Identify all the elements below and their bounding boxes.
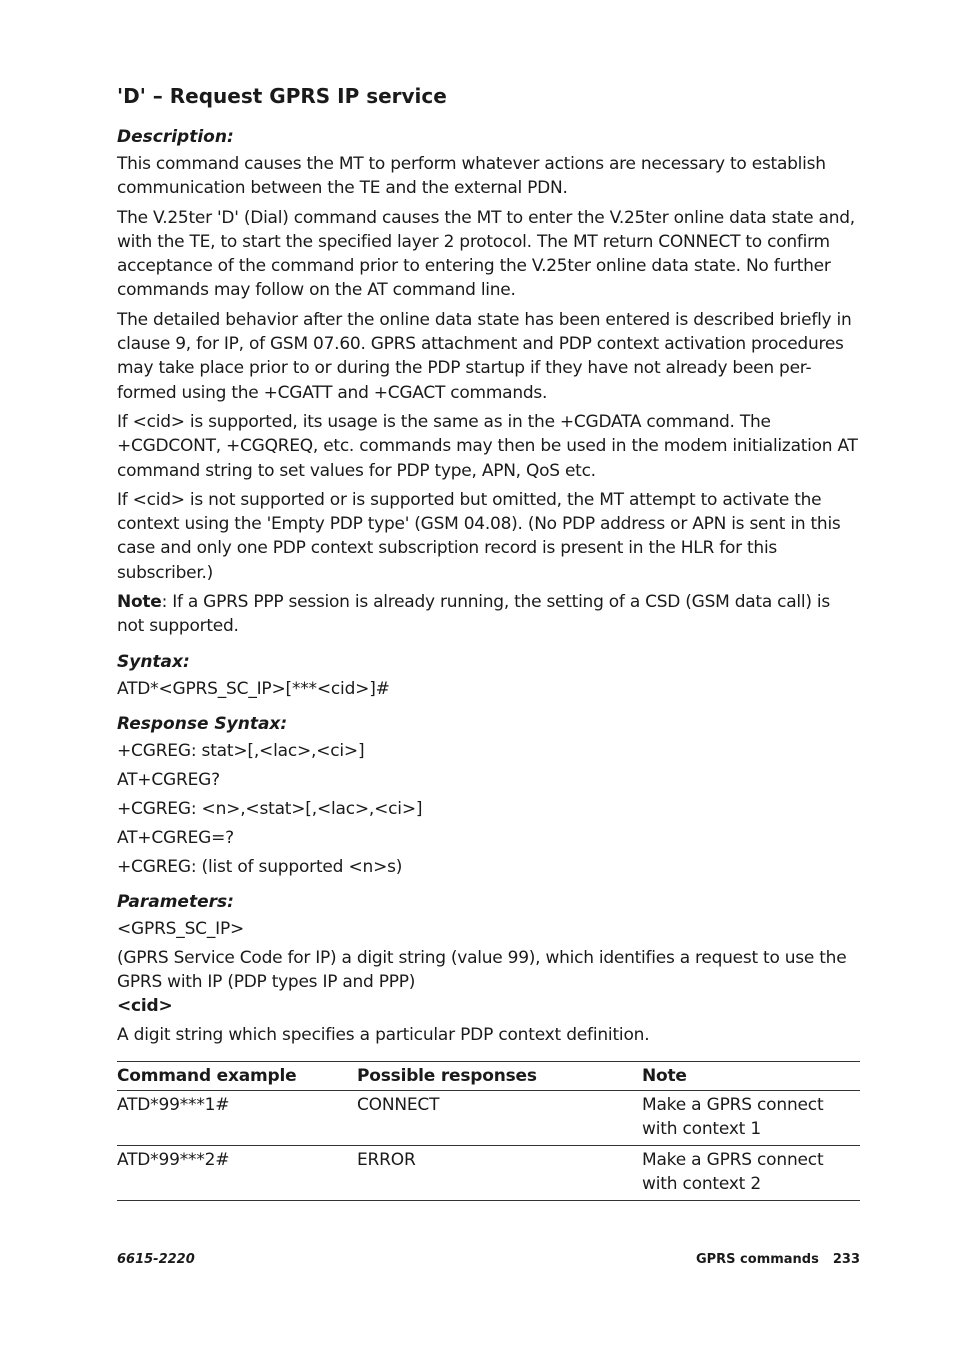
table-header-row	[117, 1062, 860, 1091]
syntax-line: ATD*<GPRS_SC_IP>[***<cid>]#	[117, 678, 390, 699]
parameter-cid-desc: A digit string which specifies a particular PDP context definition.	[117, 1025, 650, 1046]
footer-right	[696, 1252, 860, 1267]
response-line-4: AT+CGREG=?	[117, 827, 234, 848]
syntax-label: Syntax:	[117, 651, 190, 672]
note-text: : If a GPRS PPP session is already running, the setting of a CSD (GSM data call) is not supported.	[117, 592, 830, 637]
response-line-3: +CGREG: <n>,<stat>[,<lac>,<ci>]	[117, 798, 423, 819]
table-header-responses: Possible responses	[357, 1062, 642, 1091]
parameter-gprs-sc-ip-desc: (GPRS Service Code for IP) a digit string (value 99), which identifies a request to use the GPRS with IP (PDP types IP and PPP)	[117, 947, 847, 992]
description-paragraph-2: The V.25ter 'D' (Dial) command causes the MT to enter the V.25ter online data state and, with the TE, to start the specified layer 2 protocol. The MT return CONNECT to confirm acceptance of the command prior to entering the V.25ter online data state. No further commands may follow on the AT command line.	[117, 207, 855, 301]
table-row	[117, 1091, 860, 1146]
description-paragraph-3: The detailed behavior after the online data state has been entered is described briefly in clause 9, for IP, of GSM 07.60. GPRS attachment and PDP context activation procedures may take place prior to or during the PDP startup if they have not already been per-formed using the +CGATT and +CGACT commands.	[117, 309, 852, 403]
section-heading: 'D' – Request GPRS IP service	[117, 84, 447, 108]
table-header-command: Command example	[117, 1062, 357, 1091]
table-cell-command: ATD*99***1#	[117, 1091, 357, 1146]
parameter-gprs-sc-ip-name: <GPRS_SC_IP>	[117, 918, 245, 939]
note-paragraph	[117, 590, 860, 639]
table-cell-command: ATD*99***2#	[117, 1146, 357, 1201]
table-row	[117, 1146, 860, 1201]
table-cell-response: CONNECT	[357, 1091, 642, 1146]
response-line-2: AT+CGREG?	[117, 769, 220, 790]
description-paragraph-1: This command causes the MT to perform whatever actions are necessary to establish communication between the TE and the external PDN.	[117, 154, 826, 199]
table-header-note: Note	[642, 1062, 860, 1091]
parameters-label: Parameters:	[117, 891, 234, 912]
table-cell-note: Make a GPRS connect with context 2	[642, 1146, 860, 1201]
footer-doc-number: 6615-2220	[117, 1252, 195, 1267]
description-paragraph-4: If <cid> is supported, its usage is the same as in the +CGDATA command. The +CGDCONT, +CGQREQ, etc. commands may then be used in the modem initialization AT command string to set values for PDP type, APN, QoS etc.	[117, 411, 858, 481]
response-line-5: +CGREG: (list of supported <n>s)	[117, 856, 403, 877]
response-syntax-label: Response Syntax:	[117, 713, 288, 734]
response-line-1: +CGREG: stat>[,<lac>,<ci>]	[117, 740, 365, 761]
note-label: Note	[117, 592, 162, 613]
table-cell-note: Make a GPRS connect with context 1	[642, 1091, 860, 1146]
document-page	[117, 80, 860, 1201]
parameter-cid-name: <cid>	[117, 996, 173, 1017]
table-cell-response: ERROR	[357, 1146, 642, 1201]
description-label: Description:	[117, 127, 234, 147]
command-example-table	[117, 1061, 860, 1201]
description-paragraph-5: If <cid> is not supported or is supported but omitted, the MT attempt to activate the context using the 'Empty PDP type' (GSM 04.08). (No PDP address or APN is sent in this case and only one PDP context subscription record is present in the HLR for this subscriber.)	[117, 489, 841, 583]
footer-section: GPRS commands	[695, 1252, 819, 1267]
footer-page-number: 233	[832, 1252, 860, 1267]
